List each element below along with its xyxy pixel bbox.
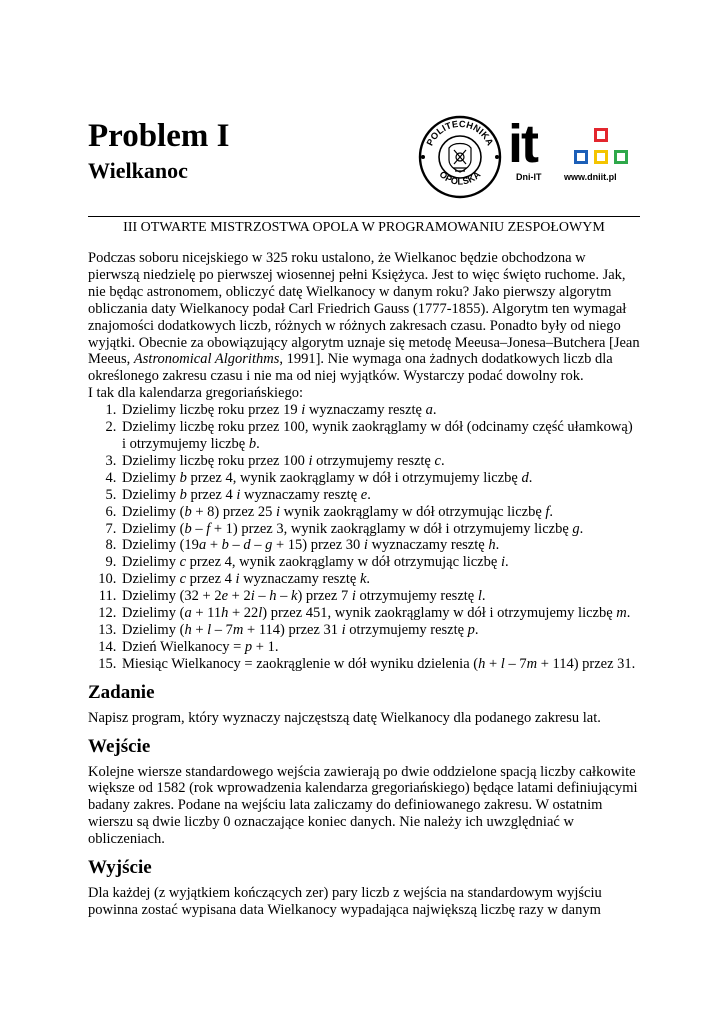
algorithm-lead: I tak dla kalendarza gregoriańskiego: <box>88 385 303 402</box>
dni-it-logo <box>508 114 640 190</box>
it-logo-text: it <box>508 114 537 174</box>
logo-square-green <box>614 150 628 164</box>
step-item: 4. Dzielimy b przez 4, wynik zaokrąglamy w dół i otrzymujemy liczbę d. <box>120 470 640 487</box>
step-item: 6. Dzielimy (b + 8) przez 25 i wynik zaokrąglamy w dół otrzymując liczbę f. <box>120 504 640 521</box>
logo-square-red <box>594 128 608 142</box>
section-zadanie <box>88 682 640 727</box>
page-title: Problem I <box>88 118 230 154</box>
step-item: 10. Dzielimy c przez 4 i wyznaczamy resztę k. <box>120 571 640 588</box>
intro-text-end: , 1991]. Nie wymaga ona żadnych dodatkowych liczb dla określonego zakresu czasu i nie ma od niej wyjątków. Wystarczy podać dowolny rok. <box>88 351 613 385</box>
logo-square-yellow <box>594 150 608 164</box>
page-subtitle: Wielkanoc <box>88 158 188 183</box>
seal-graphic <box>417 114 503 200</box>
section-text-wejscie: Kolejne wiersze standardowego wejścia zawierają po dwie oddzielone spacją liczby całkowite większe od 1582 (rok wprowadzenia kalendarza gregoriańskiego) będące latami definiującymi badany zakres. Podane na wejściu lata zaliczamy do definiowanego zakresu. W ostatnim wierszu są dwie liczby 0 oznaczające koniec danych. Nie należy ich uwzględniać w obliczeniach. <box>88 763 638 848</box>
seal-text-bottom: OPOLSKA <box>437 169 483 187</box>
step-item: 12. Dzielimy (a + 11h + 22l) przez 451, wynik zaokrąglamy w dół i otrzymujemy liczbę m. <box>120 605 640 622</box>
problem-statement <box>88 250 640 919</box>
contest-name: III OTWARTE MISTRZOSTWA OPOLA W PROGRAMOWANIU ZESPOŁOWYM <box>123 220 605 235</box>
step-item: 2. Dzielimy liczbę roku przez 100, wynik zaokrąglamy w dół (odcinamy część ułamkową) i otrzymujemy liczbę b. <box>120 419 640 453</box>
step-item: 5. Dzielimy b przez 4 i wyznaczamy resztę e. <box>120 487 640 504</box>
logo-square-blue <box>574 150 588 164</box>
politechnika-opolska-seal <box>417 114 503 200</box>
step-item: 8. Dzielimy (19a + b – d – g + 15) przez 30 i wyznaczamy resztę h. <box>120 537 640 554</box>
section-heading-wejscie: Wejście <box>88 735 151 757</box>
step-item: 7. Dzielimy (b – f + 1) przez 3, wynik zaokrąglamy w dół i otrzymujemy liczbę g. <box>120 521 640 538</box>
dni-it-label: Dni-IT <box>516 172 542 182</box>
header-divider <box>88 216 640 217</box>
step-item: 13. Dzielimy (h + l – 7m + 114) przez 31 i otrzymujemy resztę p. <box>120 622 640 639</box>
step-item: 14. Dzień Wielkanocy = p + 1. <box>120 639 640 656</box>
step-item: 9. Dzielimy c przez 4, wynik zaokrąglamy w dół otrzymując liczbę i. <box>120 554 640 571</box>
section-heading-zadanie: Zadanie <box>88 681 155 703</box>
book-title: Astronomical Algorithms <box>133 351 280 368</box>
header <box>88 100 640 210</box>
website-label: www.dniit.pl <box>564 172 617 182</box>
section-text-wyjscie: Dla każdej (z wyjątkiem kończących zer) pary liczb z wejścia na standardowym wyjściu powinna zostać wypisana data Wielkanocy wypadająca największą liczbę razy w danym <box>88 885 602 918</box>
step-item: 1. Dzielimy liczbę roku przez 19 i wyznaczamy resztę a. <box>120 402 640 419</box>
intro-text: Podczas soboru nicejskiego w 325 roku ustalono, że Wielkanoc będzie obchodzona w pierwszą niedzielę po pierwszej wiosennej pełni Księżyca. Jest to więc święto ruchome. Jak, nie będąc astronomem, obliczyć datę Wielkanocy w danym roku? Jako pierwszy algorytm obliczania daty Wielkanocy podał Carl Friedrich Gauss (1777-1855). Algorytm ten wymagał znajomości dodatkowych liczb, różnych w różnych zakresach czasu. Ponadto były od niego wyjątki. Obecnie za obowiązujący algorytm uznaje się metodę Meeusa–Jonesa–Butchera [Jean Meeus, <box>88 250 640 368</box>
step-item: 15. Miesiąc Wielkanocy = zaokrąglenie w dół wyniku dzielenia (h + l – 7m + 114) przez 31. <box>120 656 640 673</box>
section-text-zadanie: Napisz program, który wyznaczy najczęstszą datę Wielkanocy dla podanego zakresu lat. <box>88 709 601 726</box>
step-item: 3. Dzielimy liczbę roku przez 100 i otrzymujemy resztę c. <box>120 453 640 470</box>
section-heading-wyjscie: Wyjście <box>88 857 152 879</box>
algorithm-steps <box>88 402 640 673</box>
section-wyjscie <box>88 857 640 919</box>
section-wejscie <box>88 736 640 849</box>
intro-paragraph <box>88 250 640 385</box>
seal-text-top: POLITECHNIKA <box>424 118 496 148</box>
step-item: 11. Dzielimy (32 + 2e + 2i – h – k) przez 7 i otrzymujemy resztę l. <box>120 588 640 605</box>
